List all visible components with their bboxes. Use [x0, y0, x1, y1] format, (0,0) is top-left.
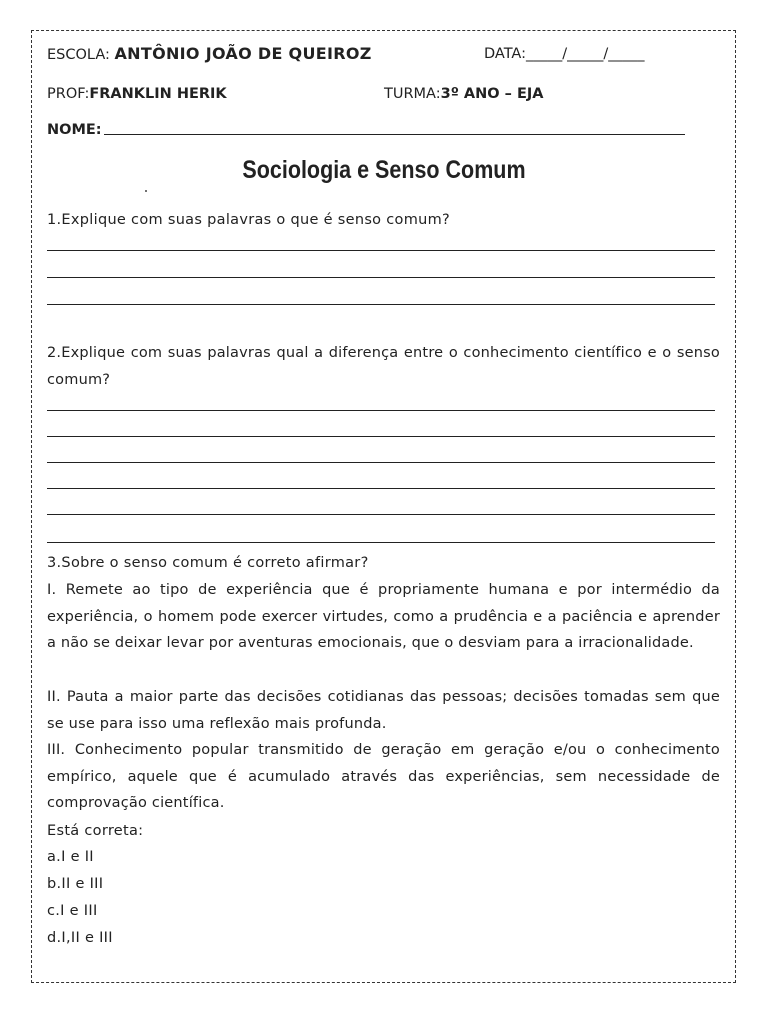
- answer-line[interactable]: [47, 514, 715, 515]
- option-d[interactable]: d.I,II e III: [47, 930, 113, 946]
- page-title: Sociologia e Senso Comum: [242, 156, 526, 184]
- answer-line[interactable]: [47, 488, 715, 489]
- date-field[interactable]: DATA:_____/_____/_____: [484, 46, 645, 62]
- name-label: NOME:: [47, 122, 102, 138]
- answer-line[interactable]: [47, 410, 715, 411]
- class-label: TURMA:: [384, 86, 441, 102]
- option-b[interactable]: b.II e III: [47, 876, 104, 892]
- answer-line[interactable]: [47, 277, 715, 278]
- school-name: ANTÔNIO JOÃO DE QUEIROZ: [114, 44, 372, 63]
- question-2: 2.Explique com suas palavras qual a diferença entre o conhecimento científico e o senso comum?: [47, 345, 720, 388]
- statement-1: I. Remete ao tipo de experiência que é propriamente humana e por intermédio da experiência, o homem pode exercer virtudes, como a prudência e a paciência e aprender a não se deixar levar por aventuras emocionais, que o desviam para a irracionalidade.: [47, 582, 720, 651]
- teacher-field: [47, 84, 227, 104]
- answer-prompt: Está correta:: [47, 823, 144, 839]
- answer-line[interactable]: [47, 462, 715, 463]
- statement-3: III. Conhecimento popular transmitido de geração em geração e/ou o conhecimento empírico, aquele que é acumulado através das experiências, sem necessidade de comprovação científica.: [47, 742, 720, 811]
- question-1: 1.Explique com suas palavras o que é senso comum?: [47, 212, 451, 228]
- stray-dot: [145, 190, 147, 192]
- teacher-name: FRANKLIN HERIK: [89, 86, 227, 102]
- class-field: [384, 84, 543, 104]
- class-value: 3º ANO – EJA: [440, 86, 544, 102]
- school-label: ESCOLA:: [47, 47, 110, 63]
- statement-2: II. Pauta a maior parte das decisões cotidianas das pessoas; decisões tomadas sem que se use para isso uma reflexão mais profunda.: [47, 689, 720, 732]
- answer-line[interactable]: [47, 304, 715, 305]
- answer-line[interactable]: [47, 250, 715, 251]
- option-c[interactable]: c.I e III: [47, 903, 98, 919]
- school-field: [47, 44, 372, 65]
- answer-line[interactable]: [47, 436, 715, 437]
- answer-line[interactable]: [47, 542, 715, 543]
- question-3: 3.Sobre o senso comum é correto afirmar?: [47, 555, 369, 571]
- name-answer-line[interactable]: [104, 134, 685, 135]
- teacher-label: PROF:: [47, 86, 90, 102]
- option-a[interactable]: a.I e II: [47, 849, 94, 865]
